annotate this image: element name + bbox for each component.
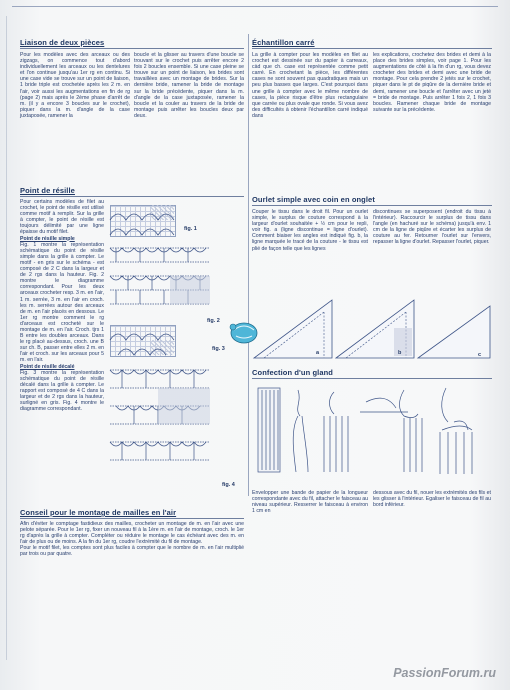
conseil-rule — [20, 518, 244, 519]
fig3-arcs — [110, 325, 174, 355]
fig4-label: fig. 4 — [222, 482, 235, 488]
liaison-section — [20, 38, 244, 47]
ourlet-rule — [252, 205, 492, 206]
echantillon-col1: La grille à compter pour les modèles en filet au crochet est dessinée sur du papier à carreaux, càd que ch. case est représentée comme petit carré. En crochetant la pièce, les différentes cases ne sont souvent pas quadratiques mais un peu plus basses que larges. C'est pourquoi dans une grille à compter avec le même nombre de cases, la pièce risque d'être plus rectangulaire que carrée ou plus ovale que ronde. Si vous avez des difficultés à obtenir l'échantillon carré indiqué dans — [252, 52, 368, 119]
gland-col2: dessous avec du fil, nouer les extrémités des fils et les glisser à l'intérieur. Egaliser le faisceau de fil au bord inférieur. — [373, 490, 491, 509]
fig3-label: fig. 3 — [212, 346, 225, 352]
echantillon-col2: les explications, crochetez des brides et demi à la place des brides simples, voir page 1. Pour les augmentations de côté à la fin d'un rg, vous devez crocheter des brides et demi avec une bride de montage. Pour cela prendre 2 jetés sur le crochet, piquer dans le pt de piqûre de la dernière bride et demi, ramener une boucle et l'arrêter avec un jeté = bride de montage. Puis arrêter 1 fois 2, 1 fois 3 boucles. Ramener chaque bride de montage suivante sur la précédente. — [373, 52, 491, 113]
conseil-text2: Pour le motif filet, les comptes sont plus faciles à compter que le nombre de m. en l'air multiplié par trois ou par quatre. — [20, 545, 244, 558]
liaison-title: Liaison de deux pièces — [20, 38, 105, 47]
gland-section — [252, 368, 492, 377]
gland-col1: Envelopper une bande de papier de la longueur correspondante avec du fil, attacher le faisceau au niveau supérieur. Resserrer le faisceau à environ 1 cm en — [252, 490, 368, 515]
fig1-arcs — [110, 205, 174, 235]
tassel-steps-illustration — [254, 382, 490, 482]
ourlet-fig-b: b — [398, 350, 402, 356]
resille-simple-text: Fig. 1 montre la représentation schématique du point de résille simple dans la grille à compter. Le motif - en gris sur le schéma - est composé de 2 C dans la largeur et de 2 rgs dans la hauteur. Fig. 2 montre le diagramme correspondant. Pour les deux arceaux crocheter resp. 3 m. en l'air, 1 m. serrée, 3 m. en l'air en croch. les m. serrées autour des arceaux de m. en l'air placés en dessous. Le 1er rg montre comment le rg d'arceaux est crocheté sur le montage de m. en l'air. Croch. tjrs 1 B entre les doubles arceaux. Dans le rg placé au-dessus, croch. une B sur ch. B, passer entre elles 2 m. en l'air et croch. sur les arceaux pour 5 m. en l'air. — [20, 241, 104, 364]
echantillon-rule — [252, 48, 492, 49]
echantillon-section — [252, 38, 492, 47]
ourlet-title: Ourlet simple avec coin en onglet — [252, 195, 375, 204]
gland-rule — [252, 378, 492, 379]
ourlet-col1: Couper le tissu dans le droit fil. Pour un ourlet simple, le surplus de couture correspond à la largeur d'ourlet souhaitée + ½ cm pour le repli, voir fig. a (ligne discontinue = ligne d'ourlet). Comment biaiser les angles est indiqué fig. b, la ligne marquée le tracé de la couture - le tissu est plié de façon telle que les lignes — [252, 209, 368, 252]
top-rule — [12, 6, 498, 7]
resille-decale-text: Fig. 3 montre la représentation schématique du point de résille décalé dans la grille à compter. Le rapport est composé de 4 C dans la largeur et de 2 rgs dans la hauteur, surligné en gris. Fig. 4 montre le diagramme correspondant. — [20, 369, 104, 413]
column-divider — [248, 34, 249, 496]
resille-title: Point de résille — [20, 186, 75, 195]
conseil-title: Conseil pour le montage de mailles en l'air — [20, 508, 177, 517]
ourlet-figures — [254, 298, 490, 360]
ourlet-fig-a: a — [316, 350, 320, 356]
fig2-diagram — [110, 240, 210, 314]
liaison-col1: Pour les modèles avec des arceaux ou des zigzags, on commence tout d'abord individuellement les arceaux ou les dentelures et l'on continue jusqu'au 1er rg en continu. Si une case vide se trouve sur un point de liaison, 1 bride triple est crochetée après les 2 m. en l'air, voir aussi les augmentations en fin de rg (page 2) mais après le 2ème phase d'arrêt de m. (il y a encore 3 boucles sur le crochet), piquer dans la m. d'angle de la case juxtaposée, ramener la — [20, 52, 130, 119]
resille-section — [20, 186, 244, 195]
conseil-section — [20, 508, 244, 517]
fig2-label: fig. 2 — [207, 318, 220, 324]
resille-simple-title: Point de résille simple — [20, 235, 75, 242]
gland-title: Confection d'un gland — [252, 368, 333, 377]
fig4-diagram — [110, 362, 210, 472]
echantillon-title: Échantillon carré — [252, 38, 315, 47]
page-margin-line — [6, 16, 11, 660]
watermark: PassionForum.ru — [393, 666, 496, 680]
conseil-text: Afin d'éviter le comptage fastidieux des mailles, crocheter un montage de m. en l'air avec une pelote séparée. Pour le 1er rg, fixer un nouveau fil à la 1ère m. en l'air de montage, croch. le 1er rg d'après la grille à compter. Compléter ou réduire le montage le cas échéant avec des m. en l'air de plus ou de moins. A la fin du 1er rg, coudre l'extrémité du fil de montage. — [20, 521, 244, 546]
conseil-text-block — [20, 521, 244, 558]
ourlet-fig-c: c — [478, 352, 482, 358]
resille-decale-title: Point de résille décalé — [20, 363, 75, 370]
liaison-col2: boucle et la glisser au travers d'une boucle se trouvant sur le crochet puis arrêter encore 2 fois 2 boucles ensemble. Si une case pleine se trouve sur un point de liaison, les brides sont travaillées avec un montage de brides. Sur la dernière bride, ramener la bride de montage sur la bride précédente, piquer dans la m. d'angle de la case juxtaposée, ramener la boucle et la couler au travers de la bride de montage puis arrêter les boucles deux par deux. — [134, 52, 244, 119]
resille-intro: Pour certains modèles de filet au crochet, le point de résille est utilisé comme motif à remplir. Sur la grille à compter, le point de résille est toujours délimité par une ligne épaisse du motif filet. — [20, 199, 104, 236]
ourlet-col2: discontinues se superposent (endroit du tissu à l'intérieur). Raccourcir le surplus de tissu dans l'angle (en hachuré sur le schéma) jusqu'à env. 1 cm de la ligne de piqûre et écarter les surplus de couture au fer. Retourner l'ourlet sur l'envers, repasser la ligne d'ourlet. Repasser l'ourlet, piquer. — [373, 209, 491, 246]
ourlet-section — [252, 195, 492, 204]
resille-rule — [20, 196, 244, 197]
fig1-label: fig. 1 — [184, 226, 197, 232]
liaison-rule — [20, 48, 244, 49]
resille-text-block — [20, 199, 104, 412]
